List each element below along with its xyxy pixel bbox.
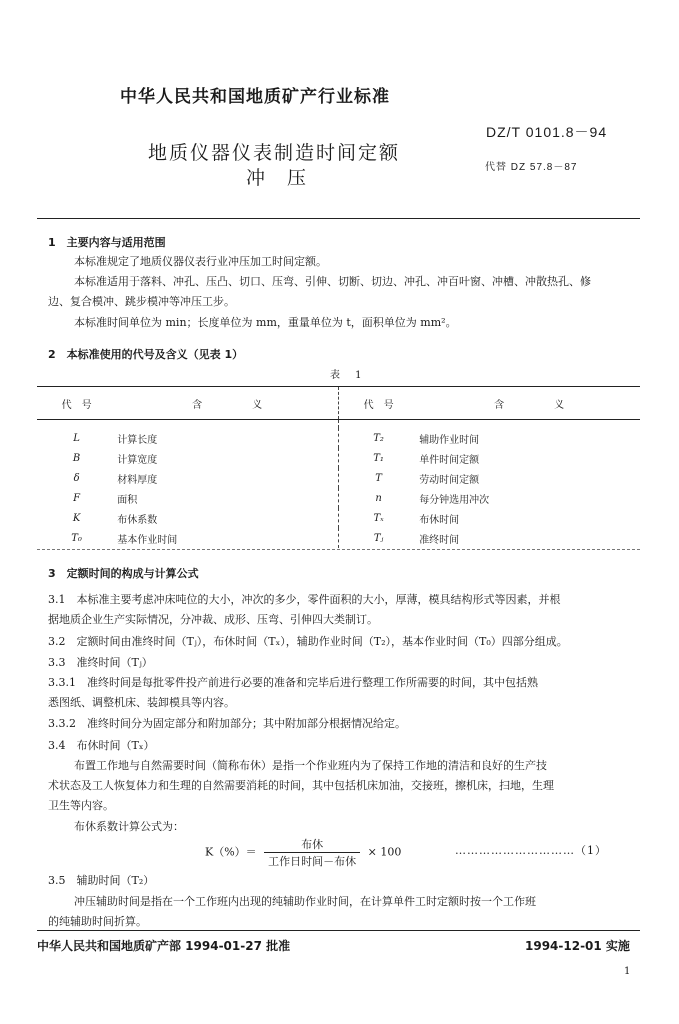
symbol-cell: K	[72, 512, 81, 524]
meaning-cell: 每分钟选用冲次	[419, 494, 490, 506]
meaning-cell: 辅助作业时间	[419, 434, 480, 446]
clause-3-4-text: 布置工作地与自然需要时间（简称布休）是指一个作业班内为了保持工作地的清洁和良好的生产技	[74, 759, 547, 772]
section-3-heading: 3 定额时间的构成与计算公式	[48, 567, 199, 580]
header-rule	[37, 218, 640, 219]
clause-3-2: 3.2 定额时间由准终时间（Tⱼ），布休时间（Tₓ），辅助作业时间（T₂），基本作业时间（T₀）四部分组成。	[48, 635, 568, 648]
header-symbol: 代 号	[338, 387, 418, 420]
clause-3-3: 3.3 准终时间（Tⱼ）	[48, 656, 153, 669]
meaning-cell: 计算宽度	[117, 454, 158, 466]
formula-numerator: 布休	[264, 836, 360, 853]
clause-3-3-1: 3.3.1 准终时间是每批零件投产前进行必要的准备和完毕后进行整理工作所需要的时间，其中包括熟	[48, 676, 538, 689]
section-1-paragraph: 本标准规定了地质仪器仪表行业冲压加工时间定额。	[74, 255, 327, 268]
footer-rule	[37, 930, 640, 931]
symbol-cell: T₀	[71, 532, 82, 544]
clause-3-4: 3.4 布休时间（Tₓ）	[48, 739, 155, 752]
table-row	[37, 468, 640, 488]
section-2-heading: 2 本标准使用的代号及含义（见表 1）	[48, 348, 244, 361]
table-caption: 表 1	[330, 370, 368, 381]
table-row	[37, 448, 640, 468]
replaces-code: 代替 DZ 57.8－87	[485, 162, 578, 173]
formula-intro: 布休系数计算公式为：	[74, 820, 184, 833]
symbol-cell: T	[338, 468, 418, 488]
table-row	[37, 528, 640, 548]
symbols-table	[37, 386, 640, 548]
meaning-cell: 单件时间定额	[419, 454, 480, 466]
approval-line: 中华人民共和国地质矿产部 1994-01-27 批准	[37, 939, 291, 953]
clause-3-3-2: 3.3.2 准终时间分为固定部分和附加部分；其中附加部分根据情况给定。	[48, 717, 406, 730]
section-1-heading: 1 主要内容与适用范围	[48, 236, 166, 249]
clause-3-1: 据地质企业生产实际情况，分冲裁、成形、压弯、引伸四大类制订。	[48, 613, 378, 626]
section-1-paragraph: 本标准适用于落料、冲孔、压凸、切口、压弯、引伸、切断、切边、冲孔、冲百叶窗、冲槽、冲散热孔、修	[74, 275, 591, 288]
clause-3-4-text: 卫生等内容。	[48, 799, 114, 812]
symbol-cell: δ	[73, 472, 80, 484]
meaning-cell: 准终时间	[419, 534, 460, 546]
clause-3-5-text: 的纯辅助时间折算。	[48, 915, 147, 928]
clause-3-1: 3.1 本标准主要考虑冲床吨位的大小，冲次的多少，零件面积的大小，厚薄，模具结构形式等因素，并根	[48, 593, 561, 606]
symbol-cell: F	[73, 492, 81, 504]
header-symbol: 代 号	[37, 387, 116, 420]
formula-rhs: × 100	[367, 845, 402, 859]
symbol-cell: T₁	[338, 448, 418, 468]
clause-3-4-text: 术状态及工人恢复体力和生理的自然需要消耗的时间，其中包括机床加油，交接班，擦机床，扫地，生理	[48, 779, 554, 792]
header-meaning: 含 义	[418, 387, 640, 420]
standard-title: 中华人民共和国地质矿产行业标准	[120, 87, 390, 107]
symbol-cell: Tₓ	[338, 508, 418, 528]
page-number: 1	[624, 966, 631, 977]
table-header-row	[37, 387, 640, 420]
clause-3-5-text: 冲压辅助时间是指在一个工作班内出现的纯辅助作业时间，在计算单件工时定额时按一个工作班	[74, 895, 536, 908]
header-meaning: 含 义	[116, 387, 338, 420]
document-title: 地质仪器仪表制造时间定额	[148, 142, 401, 164]
formula-fraction	[264, 836, 360, 869]
table-row	[37, 488, 640, 508]
meaning-cell: 劳动时间定额	[419, 474, 480, 486]
effective-line: 1994-12-01 实施	[525, 939, 630, 953]
table-bottom-rule	[37, 549, 640, 550]
clause-3-3-1: 悉图纸、调整机床、装卸模具等内容。	[48, 696, 235, 709]
meaning-cell: 布休时间	[419, 514, 460, 526]
formula-1	[205, 836, 401, 869]
symbol-cell: L	[73, 432, 80, 444]
symbol-cell: n	[338, 488, 418, 508]
standard-code: DZ/T 0101.8－94	[486, 124, 608, 140]
meaning-cell: 材料厚度	[117, 474, 158, 486]
meaning-cell: 布休系数	[117, 514, 158, 526]
symbol-cell: T₂	[338, 428, 418, 448]
document-subtitle: 冲压	[246, 167, 329, 189]
table-row	[37, 508, 640, 528]
formula-number: …………………………（1）	[455, 844, 607, 857]
symbol-cell: B	[72, 452, 81, 464]
meaning-cell: 计算长度	[117, 434, 158, 446]
symbol-cell: Tⱼ	[338, 528, 418, 548]
clause-3-5: 3.5 辅助时间（T₂）	[48, 874, 155, 887]
meaning-cell: 基本作业时间	[117, 534, 178, 546]
section-1-paragraph: 边、复合模冲、跳步模冲等冲压工步。	[48, 295, 235, 308]
formula-denominator: 工作日时间－布休	[268, 855, 357, 868]
table-row	[37, 428, 640, 448]
formula-lhs: K（%）＝	[205, 845, 257, 859]
section-1-paragraph: 本标准时间单位为 min；长度单位为 mm，重量单位为 t，面积单位为 mm²。	[74, 316, 457, 329]
meaning-cell: 面积	[117, 494, 138, 506]
